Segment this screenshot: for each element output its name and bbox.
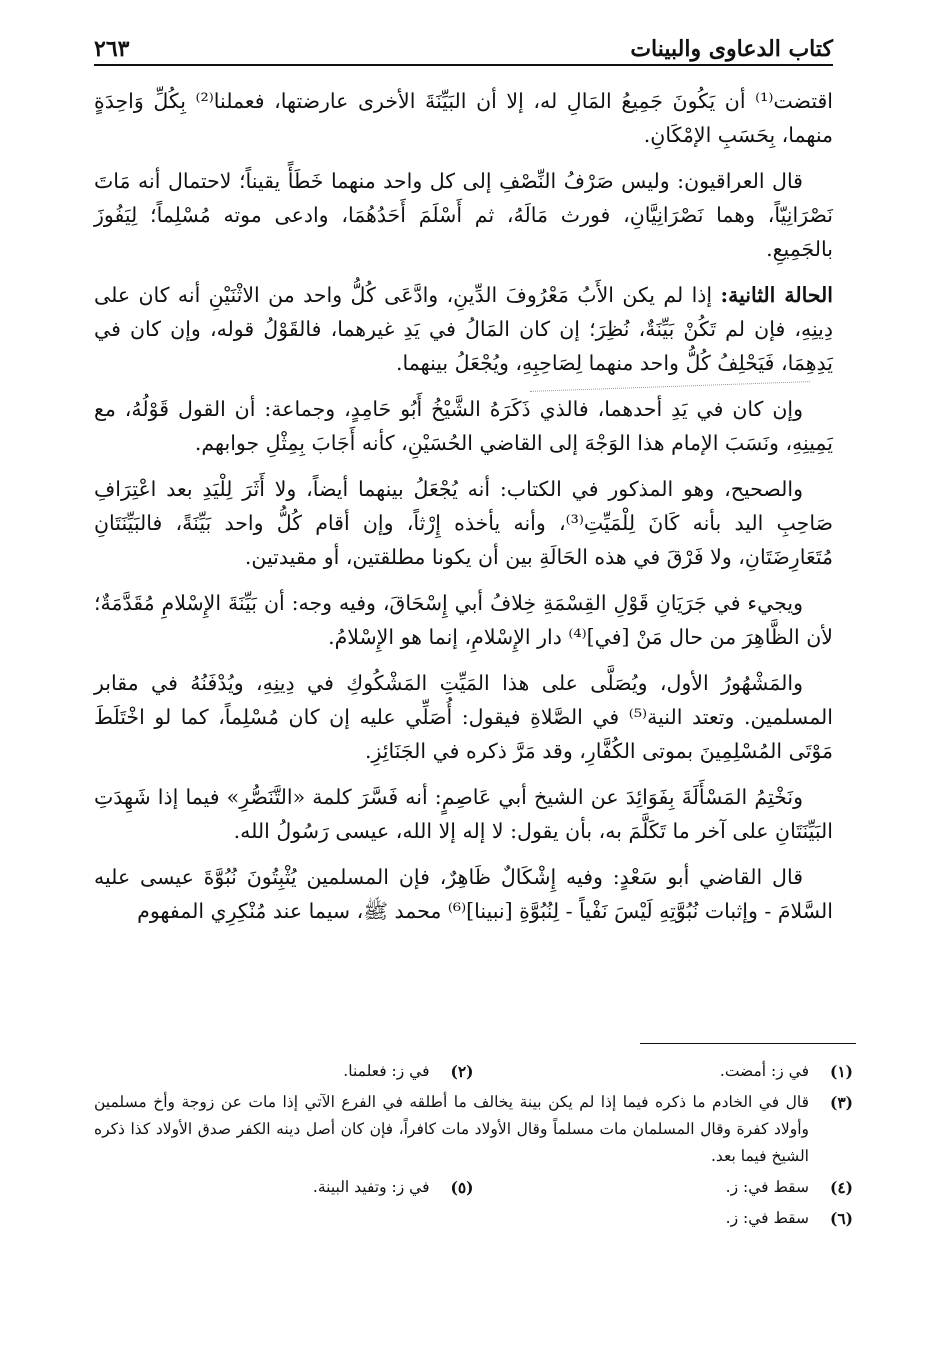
footnote: (٣) قال في الخادم ما ذكره فيما إذا لم يكن بينة يخالف ما أطلقه في الفرع الآتي إذا مات عن زوجة وأخ مسلمين وأولاد كفرة وقال المسلمان مات مسلماً وقال الأولاد مات كافراً، فإن كان أصل دينه الكفر صدق الأولاد كذا ذكره الشيخ فيما بعد.	[94, 1093, 853, 1165]
paragraph: قال العراقيون: وليس صَرْفُ النِّصْفِ إلى كل واحد منهما خَطَأً يقيناً؛ لاحتمال أنه مَاتَ نَصْرَانِيّاً، وهما نَصْرَانِيَّانِ، فورث مَالَهُ، ثم أَسْلَمَ أَحَدُهُمَا، وادعى موته مُسْلِماً؛ لِيَفُوزَ بالجَمِيعِ.	[94, 169, 833, 261]
footnote: (٥) في ز: وتفيد البينة.	[312, 1178, 474, 1197]
paragraph: قال القاضي أبو سَعْدٍ: وفيه إِشْكَالٌ ظَاهِرٌ، فإن المسلمين يُثْبِتُونَ نُبُوَّةَ عيسى عليه السَّلامَ - وإثبات نُبُوَّتِهِ لَيْسَ نَفْياً - لِنُبُوَّةِ [نبينا]⁽⁶⁾ محمد ﷺ، سيما عند مُنْكِرِي المفهوم	[94, 865, 833, 923]
paragraph: ويجيء في جَرَيَانِ قَوْلِ القِسْمَةِ خِلافُ أبي إِسْحَاقَ، وفيه وجه: أن بَيِّنَةَ الإِسْلامِ مُقَدَّمَةٌ؛ لأن الظَّاهِرَ من حال مَنْ [في]⁽⁴⁾ دار الإِسْلامِ، إنما هو الإِسْلامُ.	[94, 591, 833, 649]
running-header	[94, 30, 833, 66]
footnote: (٤) سقط في: ز.	[725, 1178, 853, 1197]
page-number: ٢٦٣	[94, 36, 130, 62]
paragraph: وإن كان في يَدِ أحدهما، فالذي ذَكَرَهُ الشَّيْخُ أَبُو حَامِدٍ، وجماعة: أن القول قَوْلُهُ، مع يَمِينِهِ، ونَسَبَ الإمام هذا الوَجْهَ إلى القاضي الحُسَيْنِ، كأنه أَجَابَ بِمِثْلِ جوابهم.	[94, 397, 833, 455]
main-text	[94, 84, 833, 928]
footnote-separator	[640, 1043, 856, 1044]
footnote-row	[94, 1174, 853, 1201]
paragraph: اقتضت⁽¹⁾ أن يَكُونَ جَمِيعُ المَالِ له، إلا أن البَيِّنَةَ الأخرى عارضتها، فعملنا⁽²⁾ بِكُلِّ وَاحِدَةٍ منهما، بِحَسَبِ الإمْكَانِ.	[94, 89, 833, 147]
section-heading: الحالة الثانية:	[720, 283, 833, 307]
footnote-row	[94, 1058, 853, 1085]
paragraph: والصحيح، وهو المذكور في الكتاب: أنه يُجْعَلُ بينهما أيضاً، ولا أَثَرَ لِلْيَدِ بعد اعْتِرَافِ صَاحِبِ اليد بأنه كَانَ لِلْمَيِّتِ⁽³⁾، وأنه يأخذه إِرْثاً، وإن أقام كُلُّ واحد بَيِّنَةً، فالبَيِّنَتَانِ مُتَعَارِضَتَانِ، ولا فَرْقَ في هذه الحَالَةِ بين أن يكونا مطلقتين، أو مقيدتين.	[94, 477, 834, 569]
footnote: (٦) سقط في: ز.	[725, 1209, 853, 1228]
footnote: (٢) في ز: فعلمنا.	[343, 1062, 474, 1081]
book-title: كتاب الدعاوى والبينات	[630, 36, 833, 62]
paragraph: ونَخْتِمُ المَسْأَلَةَ بِفَوَائِدَ عن الشيخ أبي عَاصِمٍ: أنه فَسَّرَ كلمة «التَّنَصُّرِ» فيما إذا شَهِدَتِ البَيِّنَتَانِ على آخر ما تَكَلَّمَ به، بأن يقول: لا إله إلا الله، عيسى رَسُولُ الله.	[94, 785, 833, 843]
paragraph: الحالة الثانية: إذا لم يكن الأَبُ مَعْرُوفَ الدِّينِ، وادَّعَى كُلُّ واحد من الاثْنَيْنِ أنه كان على دِينِهِ، فإن لم تَكُنْ بَيِّنَةٌ، نُظِرَ؛ إن كان المَالُ في يَدِ غيرهما، فالقَوْلُ قوله، وإن كان في يَدِهِمَا، فَيَحْلِفُ كُلُّ واحد منهما لِصَاحِبِهِ، ويُجْعَلُ بينهما.	[94, 283, 833, 375]
paragraph: والمَشْهُورُ الأول، ويُصَلَّى على هذا المَيِّتِ المَشْكُوكِ في دِينِهِ، ويُدْفَنُهُ في مقابر المسلمين. وتعتد النية⁽⁵⁾ في الصَّلاةِ فيقول: أُصَلِّي عليه إن كان مُسْلِماً، كما لو اخْتَلَطَ مَوْتَى المُسْلِمِينَ بموتى الكُفَّارِ، وقد مَرَّ ذكره في الجَنَائِزِ.	[94, 671, 833, 763]
footnotes	[94, 1058, 853, 1236]
footnote: (١) في ز: أمضت.	[719, 1062, 853, 1081]
